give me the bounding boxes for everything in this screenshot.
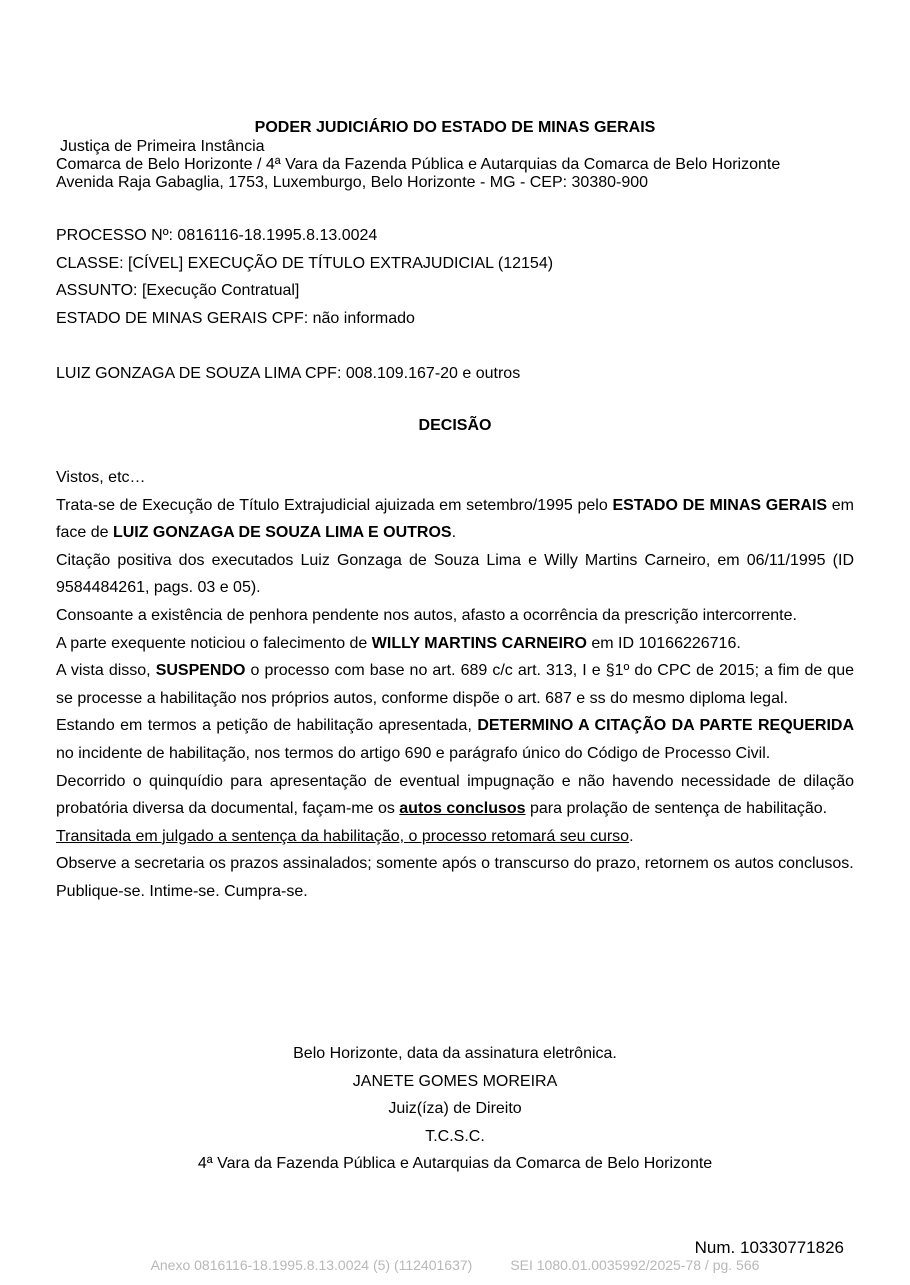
case-subject: ASSUNTO: [Execução Contratual] — [56, 282, 300, 299]
paragraph-suspension: A vista disso, SUSPENDO o processo com base no art. 689 c/c art. 313, I e §1º do CPC de 2015; a fim de que se processe a habilitação nos próprios autos, conforme dispõe o art. 687 e ss do mesmo diploma legal. — [56, 662, 854, 707]
signature-role: Juiz(íza) de Direito — [388, 1100, 522, 1117]
instance-line: Justiça de Primeira Instância — [60, 138, 265, 155]
address-line: Avenida Raja Gabaglia, 1753, Luxemburgo, Belo Horizonte - MG - CEP: 30380-900 — [56, 174, 649, 191]
paragraph-secretariat: Observe a secretaria os prazos assinalados; somente após o transcurso do prazo, retornem os autos conclusos. — [56, 855, 854, 873]
paragraph-publish: Publique-se. Intime-se. Cumpra-se. — [56, 882, 308, 900]
signature-tcsc: T.C.S.C. — [425, 1127, 485, 1145]
plaintiff-line: ESTADO DE MINAS GERAIS CPF: não informado — [56, 310, 415, 327]
defendant-line: LUIZ GONZAGA DE SOUZA LIMA CPF: 008.109.167-20 e outros — [56, 365, 521, 382]
paragraph-citation: Citação positiva dos executados Luiz Gonzaga de Souza Lima e Willy Martins Carneiro, em 06/11/1995 (ID 9584484261, pags. 03 e 05). — [56, 551, 854, 597]
case-class: CLASSE: [CÍVEL] EXECUÇÃO DE TÍTULO EXTRAJUDICIAL (12154) — [56, 255, 554, 272]
comarca-line: Comarca de Belo Horizonte / 4ª Vara da Fazenda Pública e Autarquias da Comarca de Belo Horizonte — [56, 156, 781, 173]
signature-place-date: Belo Horizonte, data da assinatura eletrônica. — [293, 1045, 617, 1062]
paragraph-transit: Transitada em julgado a sentença da habilitação, o processo retomará seu curso. — [56, 827, 634, 845]
signature-court: 4ª Vara da Fazenda Pública e Autarquias da Comarca de Belo Horizonte — [197, 1155, 713, 1172]
footer-annex: Anexo 0816116-18.1995.8.13.0024 (5) (112401637) — [150, 1257, 473, 1273]
signature-block — [0, 1040, 910, 1178]
page-footer — [0, 1256, 910, 1274]
paragraph-citation-order: Estando em termos a petição de habilitação apresentada, DETERMINO A CITAÇÃO DA PARTE REQUERIDA no incidente de habilitação, nos termos do artigo 690 e parágrafo único do Código de Processo Civil. — [56, 717, 855, 762]
paragraph-prescription: Consoante a existência de penhora pendente nos autos, afasto a ocorrência da prescrição intercorrente. — [56, 606, 797, 624]
paragraph-vistos: Vistos, etc… — [56, 469, 146, 486]
paragraph-conclusos: Decorrido o quinquídio para apresentação de eventual impugnação e não havendo necessidade de dilação probatória diversa da documental, façam-me os autos conclusos para prolação de sentença de habilitação. — [56, 772, 854, 818]
paragraph-execution: Trata-se de Execução de Título Extrajudicial ajuizada em setembro/1995 pelo ESTADO DE MINAS GERAIS em face de LUIZ GONZAGA DE SOUZA LIMA E OUTROS. — [56, 496, 854, 542]
decision-body — [56, 464, 854, 906]
paragraph-death-notice: A parte exequente noticiou o falecimento de WILLY MARTINS CARNEIRO em ID 10166226716. — [56, 634, 741, 652]
processo-number: PROCESSO Nº: 0816116-18.1995.8.13.0024 — [56, 227, 378, 244]
court-title: PODER JUDICIÁRIO DO ESTADO DE MINAS GERAIS — [254, 119, 656, 136]
footer-sei: SEI 1080.01.0035992/2025-78 / pg. 566 — [510, 1257, 760, 1273]
decision-title: DECISÃO — [418, 417, 492, 434]
signature-judge-name: JANETE GOMES MOREIRA — [352, 1072, 558, 1090]
document-number: Num. 10330771826 — [694, 1238, 844, 1257]
